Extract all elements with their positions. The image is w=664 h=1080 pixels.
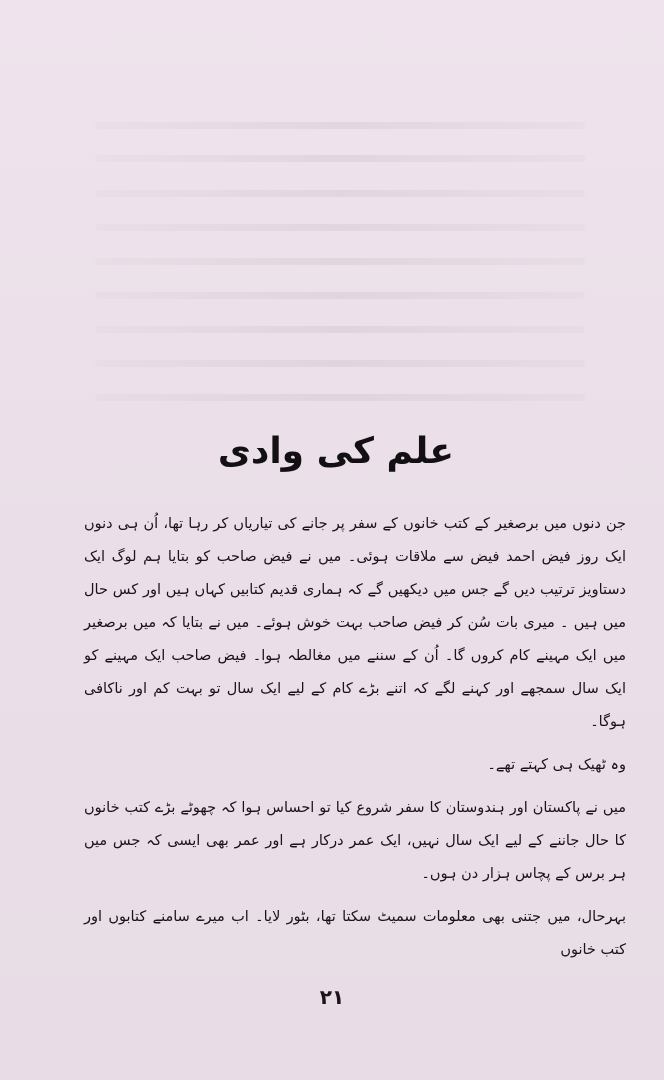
- bleed-through-line: [95, 258, 585, 265]
- bleed-through-line: [95, 122, 585, 129]
- bleed-through-line: [95, 394, 585, 401]
- paragraph: وہ ٹھیک ہی کہتے تھے۔: [487, 757, 626, 773]
- chapter-title: علم کی وادی: [217, 431, 454, 472]
- body-text: [84, 508, 626, 977]
- paragraph: بہرحال، میں جتنی بھی معلومات سمیٹ سکتا تھا، بٹور لایا۔ اب میرے سامنے کتابوں اور کتب خانوں: [84, 909, 626, 958]
- bleed-through-line: [95, 190, 585, 197]
- bleed-through-line: [95, 292, 585, 299]
- paragraph: جن دنوں میں برصغیر کے کتب خانوں کے سفر پر جانے کی تیاریاں کر رہا تھا، اُن ہی دنوں ایک روز فیض احمد فیض سے ملاقات ہوئی۔ میں نے فیض صاحب کو بتایا ہم لوگ ایک دستاویز ترتیب دیں گے جس میں دیکھیں گے کہ ہماری قدیم کتابیں کہاں ہیں اور کس حال میں ہیں ۔ میری بات سُن کر فیض صاحب بہت خوش ہوئے۔ میں نے بتایا کہ میں برصغیر میں ایک مہینے کام کروں گا۔ اُن کے سننے میں مغالطہ ہوا۔ فیض صاحب ایک مہینے کو ایک سال سمجھے اور کہنے لگے کہ اتنے بڑے کام کے لیے ایک سال تو بہت کم اور ناکافی ہوگا۔: [84, 516, 626, 730]
- bleed-through-line: [95, 360, 585, 367]
- bleed-through-line: [95, 155, 585, 162]
- paragraph: میں نے پاکستان اور ہندوستان کا سفر شروع کیا تو احساس ہوا کہ چھوٹے بڑے کتب خانوں کا حال جاننے کے لیے ایک سال نہیں، ایک عمر درکار ہے اور عمر بھی ایسی کہ جس میں ہر برس کے پچاس ہزار دن ہوں۔: [84, 800, 626, 882]
- bleed-through-line: [95, 326, 585, 333]
- bleed-through-line: [95, 224, 585, 231]
- page-number: ٢١: [319, 985, 345, 1009]
